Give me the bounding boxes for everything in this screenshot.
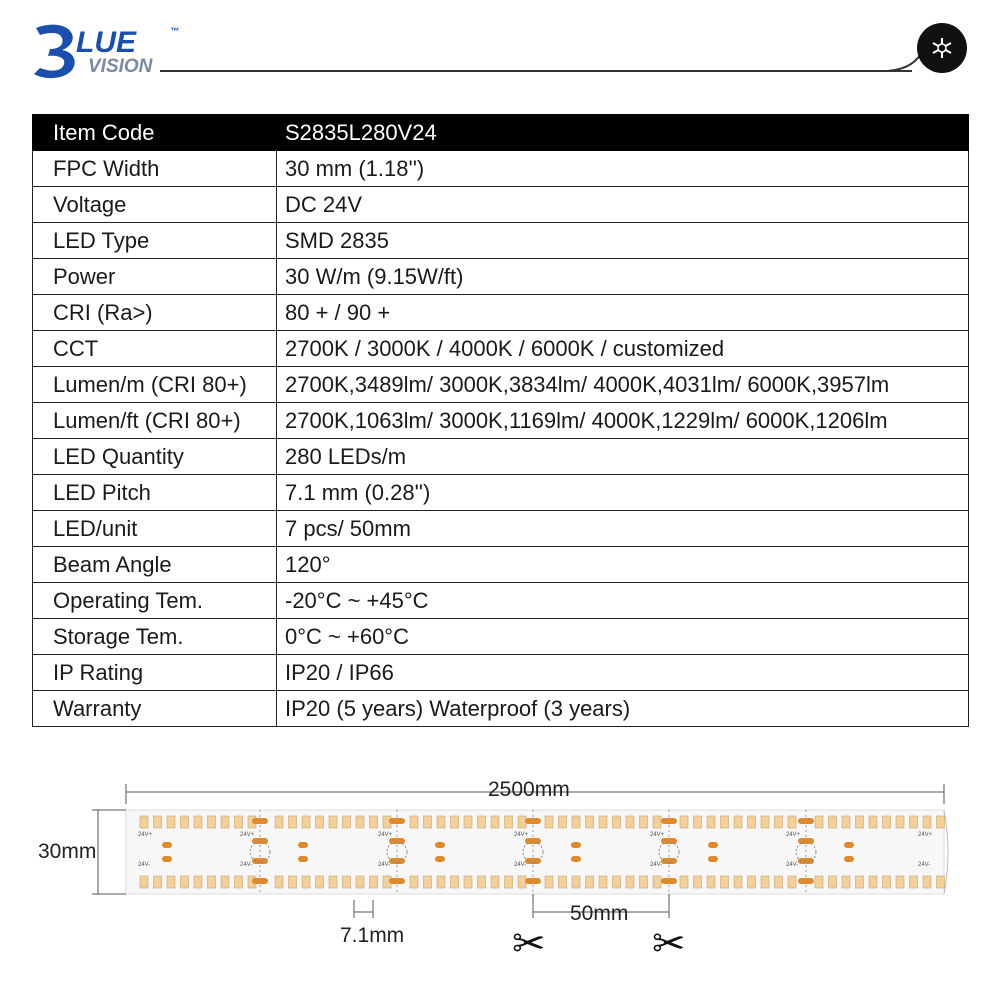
led-chip <box>518 876 526 888</box>
resistor-pad <box>435 842 445 848</box>
spec-value: 0°C ~ +60°C <box>277 619 969 655</box>
led-chip <box>167 816 175 828</box>
led-chip <box>653 816 661 828</box>
led-chip <box>856 876 864 888</box>
spec-label: CRI (Ra>) <box>33 295 277 331</box>
copper-pad <box>252 858 268 864</box>
led-chip <box>545 876 553 888</box>
led-chip <box>545 816 553 828</box>
led-chip <box>586 876 594 888</box>
copper-pad <box>252 818 268 824</box>
pad-pos-label: 24V+ <box>786 832 801 838</box>
spec-value: IP20 (5 years) Waterproof (3 years) <box>277 691 969 727</box>
brand-name-top: LUE <box>76 26 136 59</box>
copper-pad <box>525 878 541 884</box>
spec-value: 120° <box>277 547 969 583</box>
spec-label: Warranty <box>33 691 277 727</box>
led-chip <box>842 816 850 828</box>
led-chip <box>343 816 351 828</box>
led-chip <box>410 816 418 828</box>
copper-pad <box>798 878 814 884</box>
brand-name-bottom: VISION <box>88 56 153 77</box>
resistor-pad <box>708 856 718 862</box>
resistor-pad <box>298 856 308 862</box>
led-chip <box>505 876 513 888</box>
led-chip <box>491 876 499 888</box>
spec-row <box>33 583 969 619</box>
spec-row <box>33 439 969 475</box>
led-chip <box>842 876 850 888</box>
led-chip <box>640 816 648 828</box>
spec-row <box>33 691 969 727</box>
led-chip <box>937 816 945 828</box>
spec-value: 30 mm (1.18'') <box>277 151 969 187</box>
led-chip <box>923 876 931 888</box>
led-chip <box>613 816 621 828</box>
spec-value: 7 pcs/ 50mm <box>277 511 969 547</box>
led-chip <box>221 816 229 828</box>
led-chip <box>370 876 378 888</box>
pad-pos-label: 24V+ <box>650 832 665 838</box>
resistor-pad <box>298 842 308 848</box>
led-chip <box>883 816 891 828</box>
led-chip <box>775 816 783 828</box>
spec-value: 2700K,1063lm/ 3000K,1169lm/ 4000K,1229lm/ 6000K,1206lm <box>277 403 969 439</box>
pad-pos-label: 24V+ <box>138 832 153 838</box>
led-chip <box>424 876 432 888</box>
led-chip <box>451 816 459 828</box>
header-rule <box>160 70 912 72</box>
copper-pad <box>389 878 405 884</box>
led-chip <box>586 816 594 828</box>
led-chip <box>491 816 499 828</box>
spec-row <box>33 223 969 259</box>
spec-row <box>33 295 969 331</box>
led-chip <box>869 876 877 888</box>
copper-pad <box>798 858 814 864</box>
spec-label: IP Rating <box>33 655 277 691</box>
spec-row <box>33 259 969 295</box>
width-label: 30mm <box>38 840 97 863</box>
led-chip <box>154 876 162 888</box>
led-chip <box>721 816 729 828</box>
spec-table <box>32 114 969 727</box>
led-chip <box>788 876 796 888</box>
led-chip <box>680 876 688 888</box>
led-chip <box>937 876 945 888</box>
led-chip <box>599 816 607 828</box>
spec-value: -20°C ~ +45°C <box>277 583 969 619</box>
spec-label: Voltage <box>33 187 277 223</box>
led-chip <box>761 816 769 828</box>
led-chip <box>410 876 418 888</box>
pad-neg-label: 24V- <box>378 862 391 868</box>
copper-pad <box>389 838 405 844</box>
spec-row <box>33 619 969 655</box>
ip-badge-icon <box>914 20 970 76</box>
led-chip <box>626 876 634 888</box>
copper-pad <box>252 878 268 884</box>
pad-pos-label: 24V+ <box>514 832 529 838</box>
spec-label: FPC Width <box>33 151 277 187</box>
spec-label: Lumen/m (CRI 80+) <box>33 367 277 403</box>
copper-pad <box>661 878 677 884</box>
pad-neg-label: 24V- <box>138 862 151 868</box>
pad-neg-label: 24V- <box>918 862 931 868</box>
resistor-pad <box>162 856 172 862</box>
led-chip <box>829 816 837 828</box>
spec-label: Item Code <box>33 115 277 151</box>
pad-pos-label: 24V+ <box>378 832 393 838</box>
led-chip <box>734 876 742 888</box>
spec-label: LED Type <box>33 223 277 259</box>
led-chip <box>788 816 796 828</box>
spec-row <box>33 655 969 691</box>
led-chip <box>356 816 364 828</box>
spec-value: 2700K,3489lm/ 3000K,3834lm/ 4000K,4031lm/ 6000K,3957lm <box>277 367 969 403</box>
led-chip <box>505 816 513 828</box>
spec-label: CCT <box>33 331 277 367</box>
led-chip <box>343 876 351 888</box>
led-chip <box>910 816 918 828</box>
led-chip <box>329 876 337 888</box>
copper-pad <box>661 818 677 824</box>
copper-pad <box>525 818 541 824</box>
led-chip <box>316 876 324 888</box>
resistor-pad <box>435 856 445 862</box>
led-chip <box>140 876 148 888</box>
unit-length-label: 50mm <box>570 902 629 925</box>
led-chip <box>221 876 229 888</box>
led-chip <box>613 876 621 888</box>
led-chip <box>478 876 486 888</box>
spec-value: 280 LEDs/m <box>277 439 969 475</box>
led-chip <box>140 816 148 828</box>
led-chip <box>478 816 486 828</box>
copper-pad <box>798 818 814 824</box>
led-chip <box>154 816 162 828</box>
strip-diagram <box>0 760 1000 1000</box>
copper-pad <box>525 838 541 844</box>
led-chip <box>761 876 769 888</box>
led-chip <box>167 876 175 888</box>
resistor-pad <box>708 842 718 848</box>
brand-logo <box>30 18 210 84</box>
led-chip <box>883 876 891 888</box>
led-chip <box>302 876 310 888</box>
spec-value: 30 W/m (9.15W/ft) <box>277 259 969 295</box>
copper-pad <box>798 838 814 844</box>
spec-value: SMD 2835 <box>277 223 969 259</box>
spec-label: Beam Angle <box>33 547 277 583</box>
led-chip <box>896 876 904 888</box>
led-chip <box>694 876 702 888</box>
spec-row <box>33 475 969 511</box>
led-chip <box>424 816 432 828</box>
led-chip <box>572 816 580 828</box>
led-chip <box>302 816 310 828</box>
led-chip <box>748 816 756 828</box>
led-chip <box>289 876 297 888</box>
pad-neg-label: 24V- <box>650 862 663 868</box>
led-chip <box>694 816 702 828</box>
spec-value: 80 + / 90 + <box>277 295 969 331</box>
led-chip <box>181 816 189 828</box>
copper-pad <box>661 858 677 864</box>
led-chip <box>626 816 634 828</box>
led-chip <box>464 816 472 828</box>
led-chip <box>923 816 931 828</box>
led-chip <box>640 876 648 888</box>
led-chip <box>815 816 823 828</box>
resistor-pad <box>844 856 854 862</box>
spec-label: Operating Tem. <box>33 583 277 619</box>
resistor-pad <box>571 856 581 862</box>
led-chip <box>275 876 283 888</box>
led-chip <box>316 816 324 828</box>
led-chip <box>734 816 742 828</box>
spec-value: DC 24V <box>277 187 969 223</box>
led-chip <box>559 816 567 828</box>
resistor-pad <box>571 842 581 848</box>
led-chip <box>721 876 729 888</box>
led-chip <box>437 816 445 828</box>
spec-row <box>33 151 969 187</box>
spec-header-row <box>33 115 969 151</box>
scissors-icon: ✂ <box>512 922 546 966</box>
led-chip <box>680 816 688 828</box>
led-chip <box>370 816 378 828</box>
led-chip <box>748 876 756 888</box>
led-chip <box>572 876 580 888</box>
led-chip <box>289 816 297 828</box>
spec-value: IP20 / IP66 <box>277 655 969 691</box>
led-chip <box>775 876 783 888</box>
pad-pos-label: 24V+ <box>240 832 255 838</box>
spec-label: LED Pitch <box>33 475 277 511</box>
copper-pad <box>389 818 405 824</box>
spec-value: 2700K / 3000K / 4000K / 6000K / customized <box>277 331 969 367</box>
led-chip <box>437 876 445 888</box>
copper-pad <box>661 838 677 844</box>
blue-vision-logo <box>30 18 210 84</box>
spec-value: S2835L280V24 <box>277 115 969 151</box>
resistor-pad <box>162 842 172 848</box>
led-chip <box>194 876 202 888</box>
copper-pad <box>252 838 268 844</box>
led-chip <box>356 876 364 888</box>
led-chip <box>869 816 877 828</box>
pad-neg-label: 24V- <box>514 862 527 868</box>
spec-label: Lumen/ft (CRI 80+) <box>33 403 277 439</box>
led-chip <box>181 876 189 888</box>
spec-row <box>33 367 969 403</box>
led-chip <box>235 816 243 828</box>
led-chip <box>829 876 837 888</box>
led-chip <box>329 816 337 828</box>
led-chip <box>559 876 567 888</box>
spec-label: LED/unit <box>33 511 277 547</box>
led-chip <box>275 816 283 828</box>
led-chip <box>815 876 823 888</box>
resistor-pad <box>844 842 854 848</box>
spec-row <box>33 511 969 547</box>
led-chip <box>194 816 202 828</box>
led-chip <box>653 876 661 888</box>
led-chip <box>208 876 216 888</box>
pad-neg-label: 24V- <box>240 862 253 868</box>
led-chip <box>910 876 918 888</box>
pad-neg-label: 24V- <box>786 862 799 868</box>
led-chip <box>208 816 216 828</box>
copper-pad <box>389 858 405 864</box>
led-chip <box>451 876 459 888</box>
led-chip <box>599 876 607 888</box>
pitch-label: 7.1mm <box>340 924 405 947</box>
spec-label: Storage Tem. <box>33 619 277 655</box>
scissors-icon: ✂ <box>652 922 686 966</box>
spec-row <box>33 547 969 583</box>
spec-label: LED Quantity <box>33 439 277 475</box>
spec-row <box>33 331 969 367</box>
pad-pos-label: 24V+ <box>918 832 933 838</box>
length-label: 2500mm <box>488 778 570 801</box>
trademark-mark: ™ <box>170 26 179 36</box>
spec-row <box>33 187 969 223</box>
spec-label: Power <box>33 259 277 295</box>
copper-pad <box>525 858 541 864</box>
led-chip <box>464 876 472 888</box>
spec-row <box>33 403 969 439</box>
led-chip <box>518 816 526 828</box>
led-chip <box>707 816 715 828</box>
led-chip <box>856 816 864 828</box>
led-chip <box>235 876 243 888</box>
led-chip <box>896 816 904 828</box>
spec-value: 7.1 mm (0.28'') <box>277 475 969 511</box>
led-chip <box>707 876 715 888</box>
